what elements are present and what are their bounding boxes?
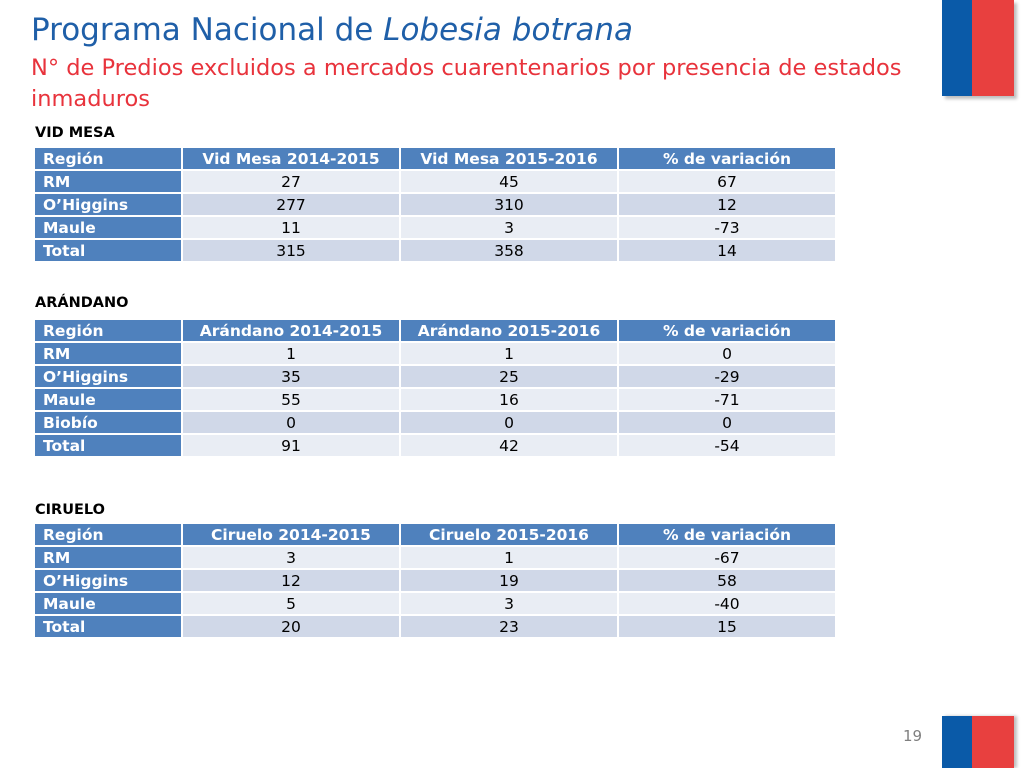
cell-value: 1	[401, 547, 617, 568]
cell-value: 3	[401, 217, 617, 238]
cell-value: 55	[183, 389, 399, 410]
cell-value: 58	[619, 570, 835, 591]
cell-value: 14	[619, 240, 835, 261]
table-row-total	[35, 240, 835, 261]
column-header: % de variación	[619, 320, 835, 341]
flag-red-stripe	[972, 716, 1014, 768]
cell-value: 0	[401, 412, 617, 433]
cell-value: 91	[183, 435, 399, 456]
cell-value: -71	[619, 389, 835, 410]
cell-value: 15	[619, 616, 835, 637]
column-header: Arándano 2015-2016	[401, 320, 617, 341]
cell-value: 0	[183, 412, 399, 433]
table-row	[35, 570, 835, 591]
cell-value: 25	[401, 366, 617, 387]
table-row	[35, 412, 835, 433]
column-header: Ciruelo 2014-2015	[183, 524, 399, 545]
table-header-row	[35, 320, 835, 341]
flag-red-stripe	[972, 0, 1014, 96]
section-label-ciruelo: CIRUELO	[35, 502, 105, 518]
table-row	[35, 593, 835, 614]
column-header: % de variación	[619, 148, 835, 169]
table-row	[35, 547, 835, 568]
cell-value: 20	[183, 616, 399, 637]
slide-title	[31, 12, 633, 48]
row-region: Maule	[35, 217, 181, 238]
cell-value: 0	[619, 343, 835, 364]
cell-value: 35	[183, 366, 399, 387]
cell-value: 67	[619, 171, 835, 192]
row-region: RM	[35, 547, 181, 568]
table-row	[35, 343, 835, 364]
section-label-arandano: ARÁNDANO	[35, 295, 129, 311]
row-region: Maule	[35, 389, 181, 410]
table-arandano	[33, 318, 837, 458]
row-region: O’Higgins	[35, 570, 181, 591]
row-region: Maule	[35, 593, 181, 614]
cell-value: 12	[183, 570, 399, 591]
row-region: O’Higgins	[35, 366, 181, 387]
column-header: Ciruelo 2015-2016	[401, 524, 617, 545]
cell-value: 0	[619, 412, 835, 433]
column-header: Vid Mesa 2014-2015	[183, 148, 399, 169]
table-vid-mesa	[33, 146, 837, 263]
cell-value: 277	[183, 194, 399, 215]
title-main: Programa Nacional de	[31, 12, 384, 48]
row-region: Biobío	[35, 412, 181, 433]
column-header: Arándano 2014-2015	[183, 320, 399, 341]
cell-value: 11	[183, 217, 399, 238]
cell-value: 3	[183, 547, 399, 568]
row-region: Total	[35, 240, 181, 261]
row-region: RM	[35, 343, 181, 364]
table-row-total	[35, 616, 835, 637]
row-region: Total	[35, 435, 181, 456]
row-region: O’Higgins	[35, 194, 181, 215]
table-header-row	[35, 148, 835, 169]
cell-value: 1	[401, 343, 617, 364]
cell-value: 16	[401, 389, 617, 410]
column-header: % de variación	[619, 524, 835, 545]
slide-subtitle: N° de Predios excluidos a mercados cuarentenarios por presencia de estados inmaduros	[31, 55, 902, 112]
section-label-vid-mesa: VID MESA	[35, 125, 115, 141]
title-species: Lobesia botrana	[383, 12, 633, 48]
table-ciruelo	[33, 522, 837, 639]
cell-value: 42	[401, 435, 617, 456]
cell-value: 19	[401, 570, 617, 591]
table-row	[35, 366, 835, 387]
cell-value: 358	[401, 240, 617, 261]
column-header: Región	[35, 524, 181, 545]
cell-value: 23	[401, 616, 617, 637]
table-row-total	[35, 435, 835, 456]
column-header: Región	[35, 148, 181, 169]
cell-value: -67	[619, 547, 835, 568]
cell-value: -54	[619, 435, 835, 456]
flag-logo-bottom	[942, 716, 1014, 768]
cell-value: -73	[619, 217, 835, 238]
flag-blue-stripe	[942, 0, 972, 96]
cell-value: 5	[183, 593, 399, 614]
table-header-row	[35, 524, 835, 545]
table-row	[35, 217, 835, 238]
row-region: RM	[35, 171, 181, 192]
table-row	[35, 171, 835, 192]
cell-value: 12	[619, 194, 835, 215]
cell-value: 45	[401, 171, 617, 192]
cell-value: 27	[183, 171, 399, 192]
table-row	[35, 389, 835, 410]
flag-blue-stripe	[942, 716, 972, 768]
row-region: Total	[35, 616, 181, 637]
cell-value: 3	[401, 593, 617, 614]
cell-value: 1	[183, 343, 399, 364]
page-number: 19	[903, 727, 923, 745]
cell-value: 310	[401, 194, 617, 215]
cell-value: -40	[619, 593, 835, 614]
column-header: Vid Mesa 2015-2016	[401, 148, 617, 169]
flag-logo-top	[942, 0, 1014, 96]
cell-value: -29	[619, 366, 835, 387]
cell-value: 315	[183, 240, 399, 261]
column-header: Región	[35, 320, 181, 341]
table-row	[35, 194, 835, 215]
